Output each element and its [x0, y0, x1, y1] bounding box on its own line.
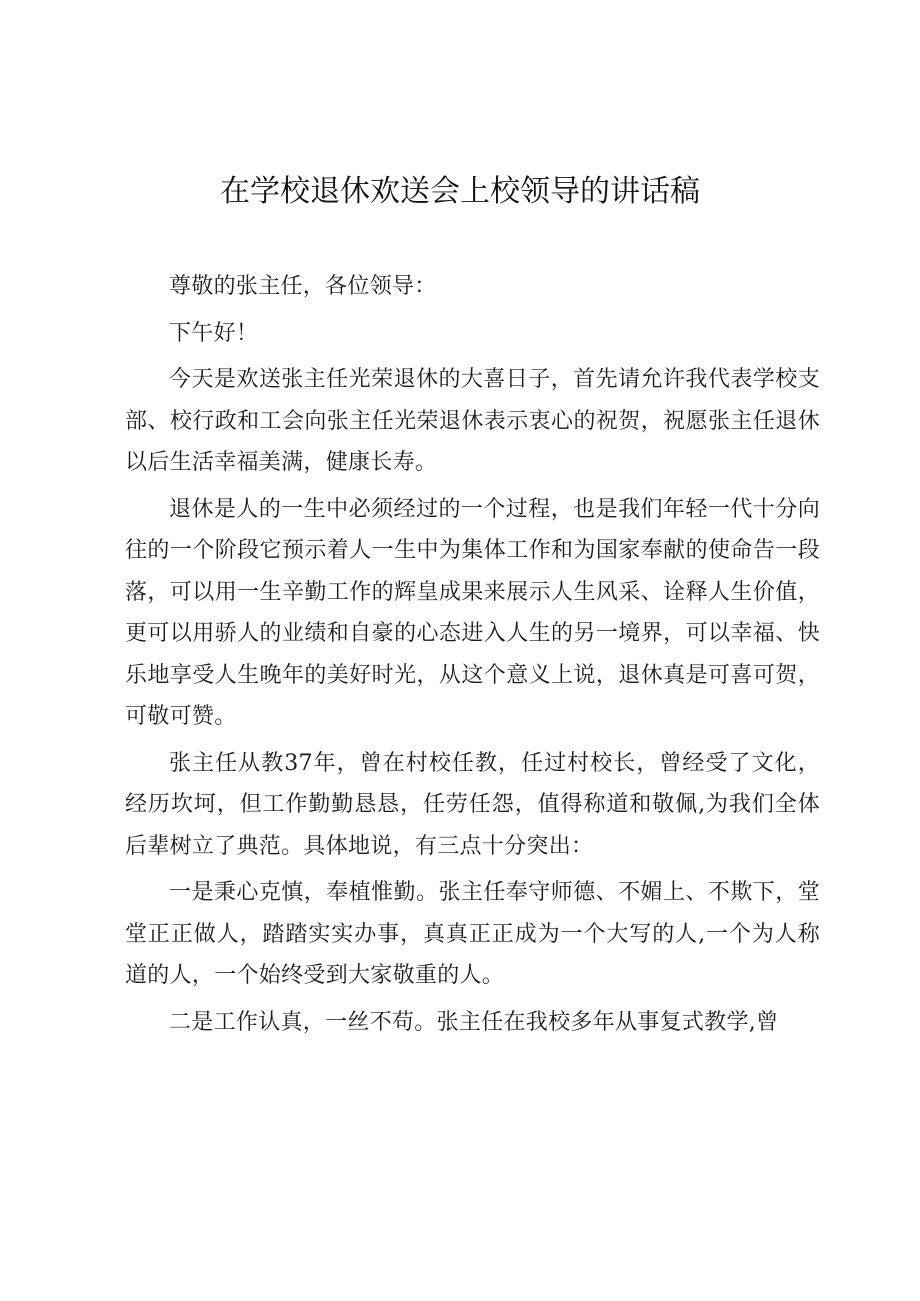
- paragraph-career: 张主任从教37年，曾在村校任教，任过村校长，曾经受了文化，经历坎坷，但工作勤勤恳恳，任劳任怨，值得称道和敬佩,为我们全体后辈树立了典范。具体地说，有三点十分突出：: [125, 750, 820, 859]
- paragraph-point-two: 二是工作认真，一丝不苟。张主任在我校多年从事复式教学,曾: [169, 1009, 779, 1035]
- paragraph-opening: 今天是欢送张主任光荣退休的大喜日子，首先请允许我代表学校支部、校行政和工会向张主任光荣退休表示衷心的祝贺，祝愿张主任退休以后生活幸福美满，健康长寿。: [125, 367, 820, 475]
- paragraph-salutation: 尊敬的张主任，各位领导：: [169, 274, 437, 299]
- document-title: 在学校退休欢送会上校领导的讲话稿: [220, 174, 700, 209]
- paragraph-point-one: 一是秉心克慎，奉植惟勤。张主任奉守师德、不媚上、不欺下，堂堂正正做人，踏踏实实办事，真真正正成为一个大写的人,一个为人称道的人，一个始终受到大家敬重的人。: [125, 880, 820, 988]
- paragraph-greeting: 下午好！: [169, 320, 259, 346]
- document-body: [125, 266, 820, 1048]
- paragraph-retirement-meaning: 退休是人的一生中必须经过的一个过程，也是我们年轻一代十分向往的一个阶段它预示着人一生中为集体工作和为国家奉献的使命告一段落，可以用一生辛勤工作的辉皇成果来展示人生风采、诠释人生价值，更可以用骄人的业绩和自豪的心态进入人生的另一境界，可以幸福、快乐地享受人生晚年的美好时光，从这个意义上说，退休真是可喜可贺，可敬可赞。: [125, 496, 820, 729]
